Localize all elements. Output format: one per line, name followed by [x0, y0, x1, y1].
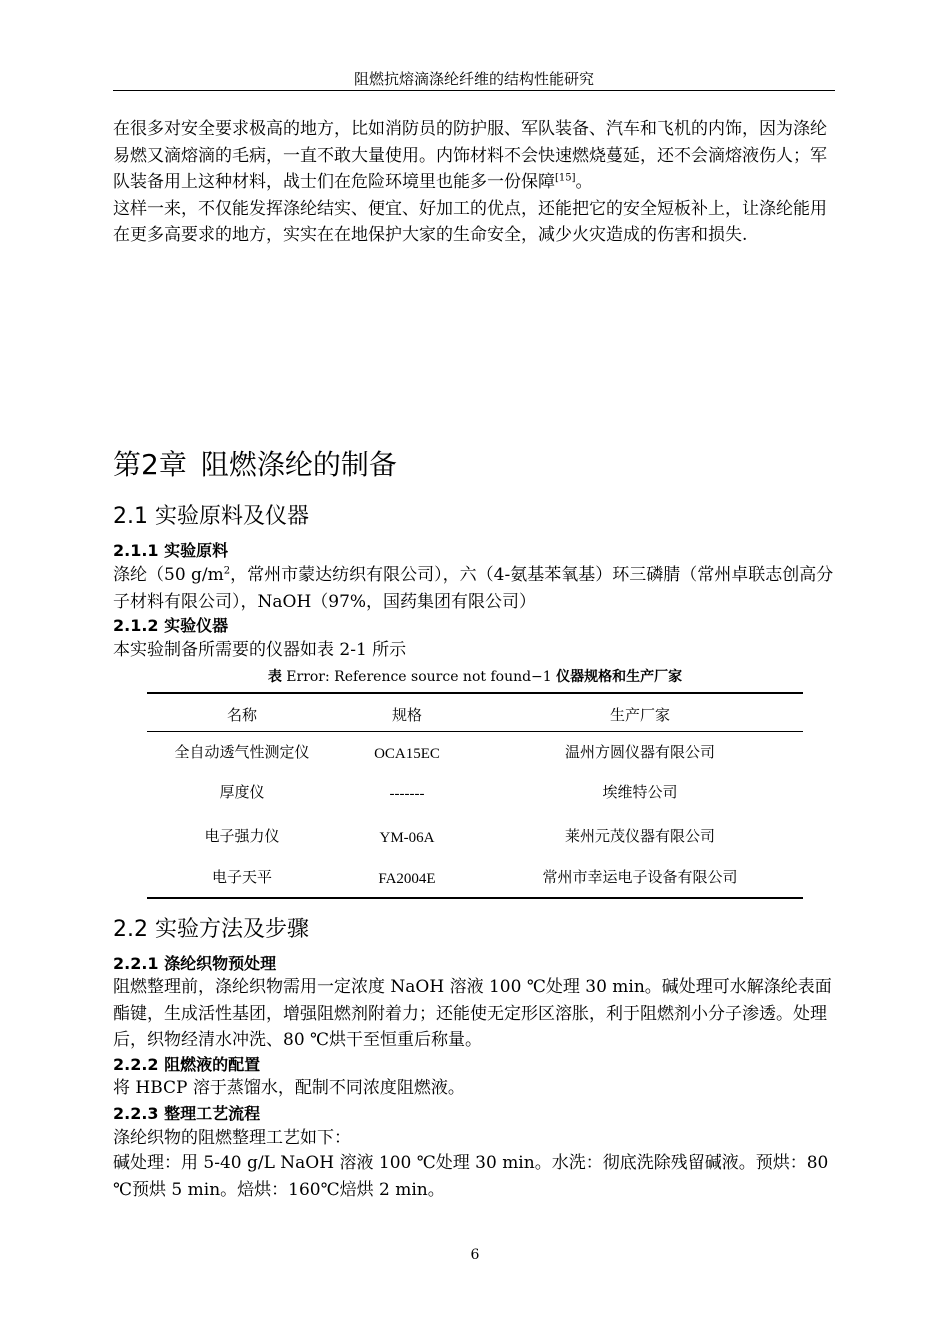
subsection-heading-2-1-1: 2.1.1 实验原料	[113, 541, 229, 560]
table-cell-spec	[337, 866, 477, 888]
subsection-heading-2-2-3: 2.2.3 整理工艺流程	[113, 1104, 261, 1123]
table-header-spec: 规格	[391, 706, 422, 724]
intro-text-second: 这样一来，不仅能发挥涤纶结实、便宜、好加工的优点，还能把它的安全短板补上，让涤纶能用在更多高要求的地方，实实在在地保护大家的生命安全，减少火灾造成的伤害和损失.	[113, 198, 827, 245]
table-cell-maker: 莱州元茂仪器有限公司	[564, 827, 715, 845]
table-cell-name: 厚度仪	[219, 783, 265, 801]
spec-value: FA2004E	[378, 871, 436, 887]
table-top-rule	[147, 692, 803, 694]
table-header-maker: 生产厂家	[609, 706, 670, 724]
spec-value: -------	[389, 786, 425, 802]
caption-label: 表	[267, 669, 282, 685]
intro-text: 在很多对安全要求极高的地方，比如消防员的防护服、军队装备、汽车和飞机的内饰，因为涤纶易燃又滴熔滴的毛病，一直不敢大量使用。内饰材料不会快速燃烧蔓延，还不会滴熔液伤人；军队装备用上这种材料，战士们在危险环境里也能多一份保障	[113, 119, 827, 192]
materials-paragraph	[113, 562, 841, 615]
process-steps-paragraph: 碱处理：用 5-40 g/L NaOH 溶液 100 ℃处理 30 min。水洗：彻底洗除残留碱液。预烘：80 ℃预烘 5 min。焙烘：160℃焙烘 2 min。	[113, 1153, 829, 1200]
section-heading-2-2: 2.2 实验方法及步骤	[113, 917, 309, 942]
table-cell-maker: 温州方圆仪器有限公司	[564, 743, 715, 761]
materials-text-a: 涤纶（50 g/m	[113, 565, 224, 585]
caption-ref: Error: Reference source not found−1	[281, 669, 557, 685]
table-header-name: 名称	[226, 706, 257, 724]
table-cell-name: 电子天平	[211, 868, 272, 886]
subsection-heading-2-2-2: 2.2.2 阻燃液的配置	[113, 1055, 261, 1074]
table-cell-spec	[337, 825, 477, 847]
table-cell-spec	[337, 781, 477, 803]
instruments-paragraph: 本实验制备所需要的仪器如表 2-1 所示	[113, 640, 407, 660]
citation-ref: [15]	[555, 172, 576, 184]
chapter-heading	[113, 443, 397, 483]
table-bottom-rule	[147, 897, 803, 899]
chapter-number: 第2章	[113, 448, 187, 481]
pretreatment-paragraph: 阻燃整理前，涤纶织物需用一定浓度 NaOH 溶液 100 ℃处理 30 min。碱处理可水解涤纶表面酯键，生成活性基团，增强阻燃剂附着力；还能使无定形区溶胀，利于阻燃剂小分子渗透。处理后，织物经清水冲洗、80 ℃烘干至恒重后称量。	[113, 977, 832, 1050]
subsection-heading-2-2-1: 2.2.1 涤纶织物预处理	[113, 954, 277, 973]
subsection-heading-2-1-2: 2.1.2 实验仪器	[113, 616, 229, 635]
unit-superscript: 2	[223, 565, 231, 577]
header-divider	[113, 90, 835, 91]
table-cell-maker: 埃维特公司	[602, 783, 678, 801]
intro-paragraph	[113, 116, 841, 249]
solution-paragraph: 将 HBCP 溶于蒸馏水，配制不同浓度阻燃液。	[113, 1078, 465, 1098]
table-caption	[147, 666, 803, 686]
running-header: 阻燃抗熔滴涤纶纤维的结构性能研究	[353, 70, 594, 88]
table-cell-spec	[337, 741, 477, 763]
spec-value: OCA15EC	[374, 746, 440, 762]
table-header-rule	[147, 731, 803, 732]
page-number: 6	[470, 1247, 480, 1263]
materials-text-b: ，常州市蒙达纺织有限公司），六（4-氨基苯氧基）环三磷腈（常州卓联志创高分子材料有限公司），NaOH（97%，国药集团有限公司）	[113, 565, 834, 612]
section-heading-2-1: 2.1 实验原料及仪器	[113, 504, 309, 529]
table-cell-name: 电子强力仪	[204, 827, 280, 845]
table-cell-maker: 常州市幸运电子设备有限公司	[542, 868, 738, 886]
chapter-title: 阻燃涤纶的制备	[200, 448, 397, 481]
spec-value: YM-06A	[379, 830, 435, 846]
table-cell-name: 全自动透气性测定仪	[174, 743, 310, 761]
process-intro-paragraph: 涤纶织物的阻燃整理工艺如下：	[113, 1128, 351, 1148]
caption-title: 仪器规格和生产厂家	[556, 669, 683, 685]
intro-text-end: 。	[575, 172, 593, 192]
